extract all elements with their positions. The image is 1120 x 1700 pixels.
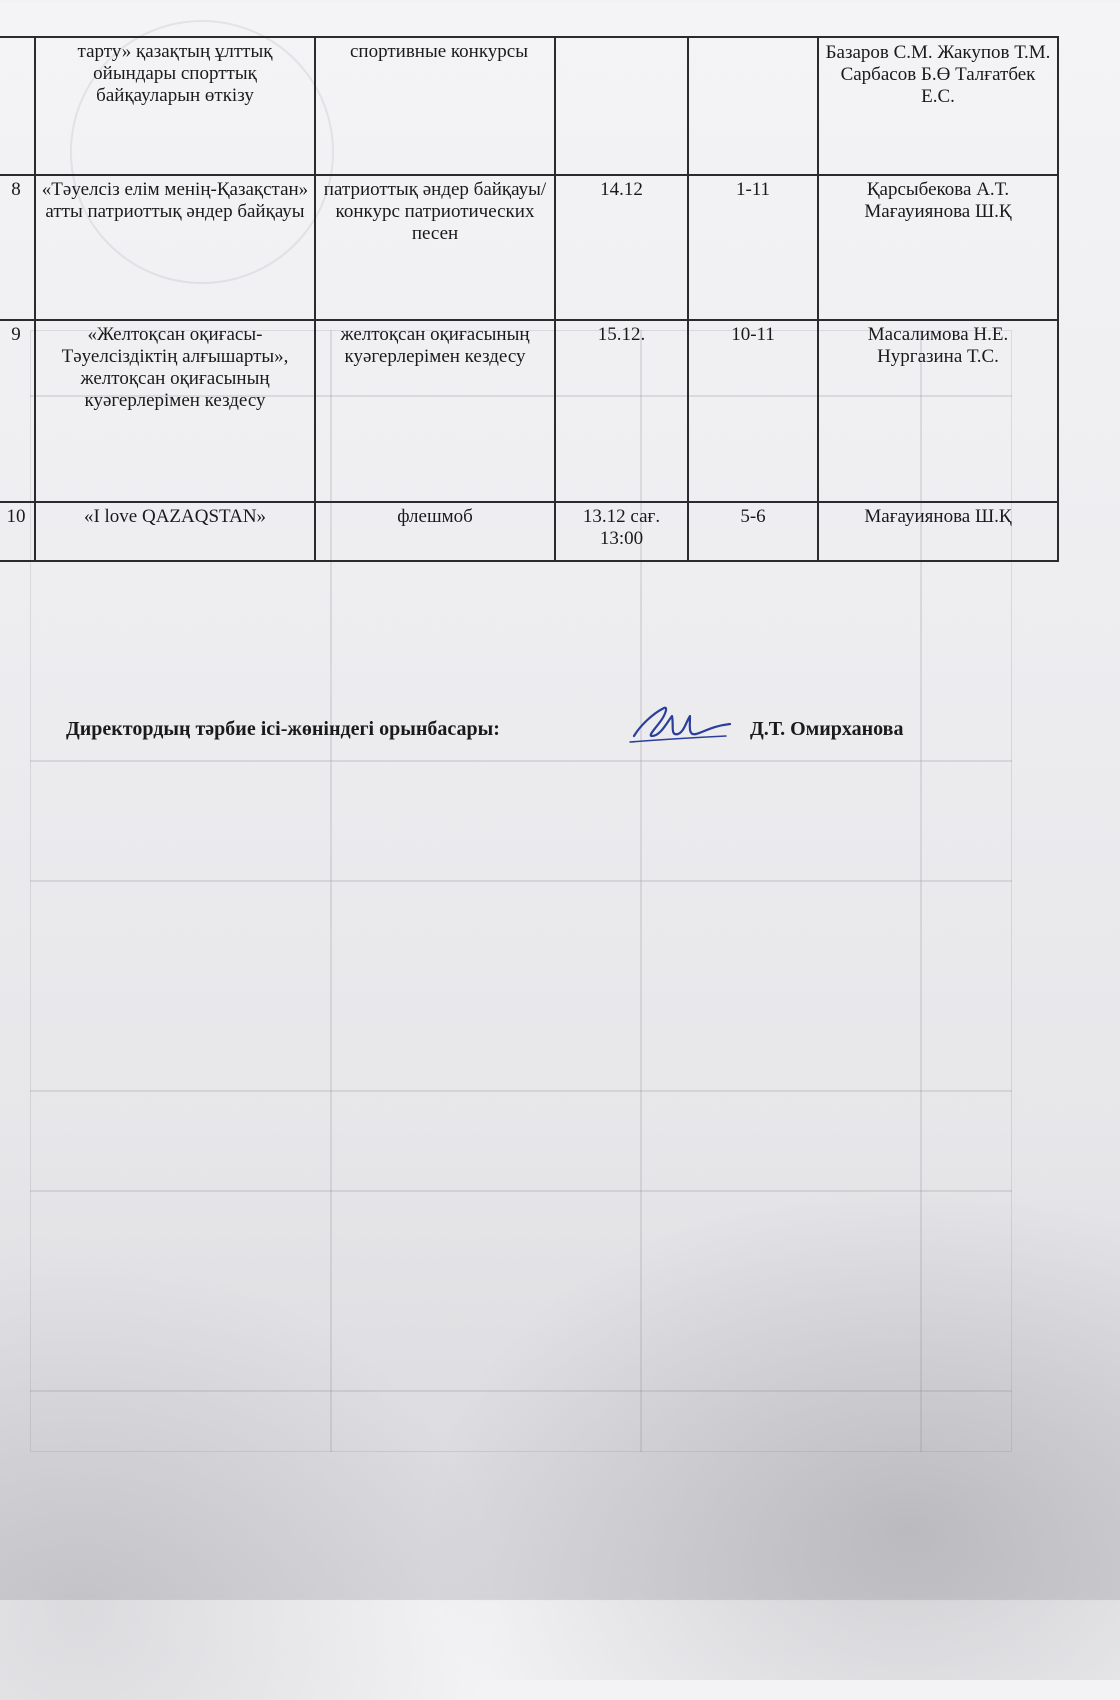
event-form: флешмоб — [315, 502, 555, 561]
event-grades — [688, 37, 818, 175]
signatory-name: Д.Т. Омирханова — [750, 718, 904, 740]
event-date — [555, 37, 688, 175]
bleed-through-line — [30, 1090, 1012, 1092]
row-number: 9 — [0, 320, 35, 502]
event-grades: 10-11 — [688, 320, 818, 502]
event-form: патриоттық әндер байқауы/ конкурс патриотических песен — [315, 175, 555, 320]
event-responsible: Қарсыбекова А.Т. Мағауиянова Ш.Қ — [818, 175, 1058, 320]
bleed-through-line — [30, 760, 1012, 762]
row-number — [0, 37, 35, 175]
signature-block — [66, 718, 966, 758]
signatory-position: Директордың тәрбие ісі-жөніндегі орынбасары: — [66, 718, 500, 740]
event-responsible: Мағауиянова Ш.Қ — [818, 502, 1058, 561]
event-grades: 1-11 — [688, 175, 818, 320]
event-title: «Желтоқсан оқиғасы-Тәуелсіздіктің алғышарты», желтоқсан оқиғасының куәгерлерімен кездесу — [35, 320, 315, 502]
row-number: 10 — [0, 502, 35, 561]
bleed-through-line — [30, 1190, 1012, 1192]
event-responsible: Масалимова Н.Е. Нургазина Т.С. — [818, 320, 1058, 502]
event-form: спортивные конкурсы — [315, 37, 555, 175]
event-date: 15.12. — [555, 320, 688, 502]
table-row — [0, 175, 1058, 320]
handwritten-signature — [626, 696, 736, 754]
bleed-through-line — [30, 1390, 1012, 1392]
event-responsible: Базаров С.М. Жакупов Т.М. Сарбасов Б.Ө Талғатбек Е.С. — [818, 37, 1058, 175]
events-table — [0, 36, 1059, 562]
event-date: 14.12 — [555, 175, 688, 320]
event-title: «Тәуелсіз елім менің-Қазақстан» атты патриоттық әндер байқауы — [35, 175, 315, 320]
event-title: тарту» қазақтың ұлттық ойындары спорттық байқауларын өткізу — [35, 37, 315, 175]
event-title: «I love QAZAQSTAN» — [35, 502, 315, 561]
event-grades: 5-6 — [688, 502, 818, 561]
table-row — [0, 320, 1058, 502]
row-number: 8 — [0, 175, 35, 320]
event-date: 13.12 сағ. 13:00 — [555, 502, 688, 561]
table-row — [0, 502, 1058, 561]
bleed-through-line — [30, 880, 1012, 882]
table-row — [0, 37, 1058, 175]
event-form: желтоқсан оқиғасының куәгерлерімен кездесу — [315, 320, 555, 502]
